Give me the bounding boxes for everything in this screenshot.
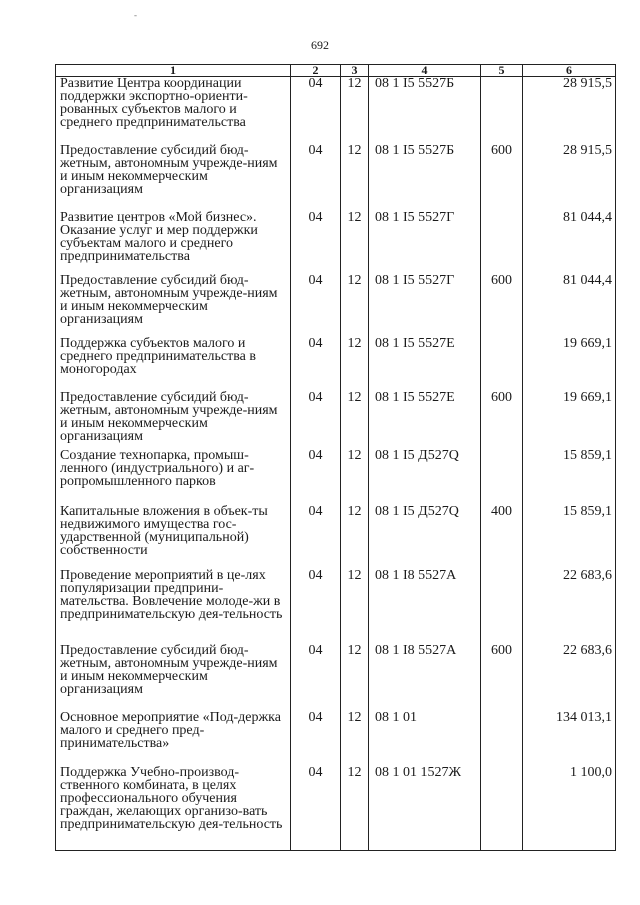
page-number: 692 (311, 38, 329, 52)
row-section-code: 04 (291, 337, 341, 391)
row-expense-type (481, 766, 523, 851)
row-target-article: 08 1 I5 5527Е (369, 337, 481, 391)
row-section-code: 04 (291, 766, 341, 851)
row-subsection-code: 12 (341, 211, 369, 274)
row-expense-type (481, 449, 523, 505)
column-header-2: 2 (291, 65, 341, 77)
table-row (56, 711, 616, 766)
row-section-code: 04 (291, 274, 341, 337)
corner-mark: - (134, 10, 137, 20)
row-subsection-code: 12 (341, 337, 369, 391)
table-row (56, 77, 616, 144)
row-target-article: 08 1 I8 5527А (369, 569, 481, 644)
row-description: Капитальные вложения в объек-ты недвижимого имущества гос-ударственной (муниципальной) собственности (56, 505, 291, 569)
row-subsection-code: 12 (341, 505, 369, 569)
table-row (56, 449, 616, 505)
row-expense-type (481, 711, 523, 766)
row-amount: 134 013,1 (523, 711, 616, 766)
row-expense-type: 600 (481, 274, 523, 337)
row-description: Создание технопарка, промыш-ленного (индустриального) и аг-ропромышленного парков (56, 449, 291, 505)
row-target-article: 08 1 I8 5527А (369, 644, 481, 711)
table-row (56, 644, 616, 711)
row-target-article: 08 1 I5 Д527Q (369, 449, 481, 505)
row-subsection-code: 12 (341, 644, 369, 711)
row-target-article: 08 1 I5 Д527Q (369, 505, 481, 569)
row-subsection-code: 12 (341, 766, 369, 851)
row-section-code: 04 (291, 77, 341, 144)
table-row (56, 505, 616, 569)
row-target-article: 08 1 I5 5527Б (369, 144, 481, 211)
row-amount: 28 915,5 (523, 77, 616, 144)
row-subsection-code: 12 (341, 274, 369, 337)
row-section-code: 04 (291, 644, 341, 711)
column-header-4: 4 (369, 65, 481, 77)
row-target-article: 08 1 I5 5527Г (369, 211, 481, 274)
row-subsection-code: 12 (341, 77, 369, 144)
row-target-article: 08 1 I5 5527Е (369, 391, 481, 449)
row-section-code: 04 (291, 391, 341, 449)
row-target-article: 08 1 I5 5527Г (369, 274, 481, 337)
row-expense-type (481, 337, 523, 391)
column-header-6: 6 (523, 65, 616, 77)
row-section-code: 04 (291, 711, 341, 766)
column-header-3: 3 (341, 65, 369, 77)
table-row (56, 144, 616, 211)
row-expense-type (481, 77, 523, 144)
row-section-code: 04 (291, 144, 341, 211)
row-description: Основное мероприятие «Под-держка малого и среднего пред-принимательства» (56, 711, 291, 766)
row-description: Проведение мероприятий в це-лях популяризации предприни-мательства. Вовлечение молоде-жи в предпринимательскую дея-тельность (56, 569, 291, 644)
row-section-code: 04 (291, 211, 341, 274)
row-subsection-code: 12 (341, 569, 369, 644)
budget-table (55, 64, 616, 851)
row-description: Предоставление субсидий бюд-жетным, автономным учрежде-ниям и иным некоммерческим организациям (56, 274, 291, 337)
column-header-5: 5 (481, 65, 523, 77)
row-amount: 15 859,1 (523, 505, 616, 569)
row-subsection-code: 12 (341, 391, 369, 449)
row-description: Поддержка субъектов малого и среднего предпринимательства в моногородах (56, 337, 291, 391)
table-row (56, 569, 616, 644)
row-amount: 81 044,4 (523, 211, 616, 274)
row-expense-type: 600 (481, 391, 523, 449)
row-target-article: 08 1 I5 5527Б (369, 77, 481, 144)
row-amount: 15 859,1 (523, 449, 616, 505)
row-description: Поддержка Учебно-производ-ственного комбината, в целях профессионального обучения граждан, желающих организо-вать предпринимательскую дея-тельность (56, 766, 291, 851)
row-subsection-code: 12 (341, 711, 369, 766)
row-section-code: 04 (291, 569, 341, 644)
table-row (56, 766, 616, 851)
row-amount: 22 683,6 (523, 644, 616, 711)
row-amount: 28 915,5 (523, 144, 616, 211)
row-expense-type (481, 569, 523, 644)
table-row (56, 391, 616, 449)
row-section-code: 04 (291, 449, 341, 505)
row-description: Предоставление субсидий бюд-жетным, автономным учрежде-ниям и иным некоммерческим организациям (56, 644, 291, 711)
column-header-1: 1 (56, 65, 291, 77)
table-row (56, 337, 616, 391)
row-expense-type: 400 (481, 505, 523, 569)
row-expense-type (481, 211, 523, 274)
row-amount: 81 044,4 (523, 274, 616, 337)
row-description: Развитие центров «Мой бизнес». Оказание услуг и мер поддержки субъектам малого и среднего предпринимательства (56, 211, 291, 274)
row-amount: 22 683,6 (523, 569, 616, 644)
row-description: Предоставление субсидий бюд-жетным, автономным учрежде-ниям и иным некоммерческим организациям (56, 144, 291, 211)
table-header-row (56, 65, 616, 77)
row-target-article: 08 1 01 (369, 711, 481, 766)
row-expense-type: 600 (481, 144, 523, 211)
row-description: Развитие Центра координации поддержки экспортно-ориенти-рованных субъектов малого и среднего предпринимательства (56, 77, 291, 144)
row-subsection-code: 12 (341, 144, 369, 211)
table-row (56, 211, 616, 274)
row-amount: 19 669,1 (523, 337, 616, 391)
row-amount: 1 100,0 (523, 766, 616, 851)
row-subsection-code: 12 (341, 449, 369, 505)
row-section-code: 04 (291, 505, 341, 569)
table-row (56, 274, 616, 337)
row-amount: 19 669,1 (523, 391, 616, 449)
row-expense-type: 600 (481, 644, 523, 711)
row-target-article: 08 1 01 1527Ж (369, 766, 481, 851)
row-description: Предоставление субсидий бюд-жетным, автономным учрежде-ниям и иным некоммерческим организациям (56, 391, 291, 449)
